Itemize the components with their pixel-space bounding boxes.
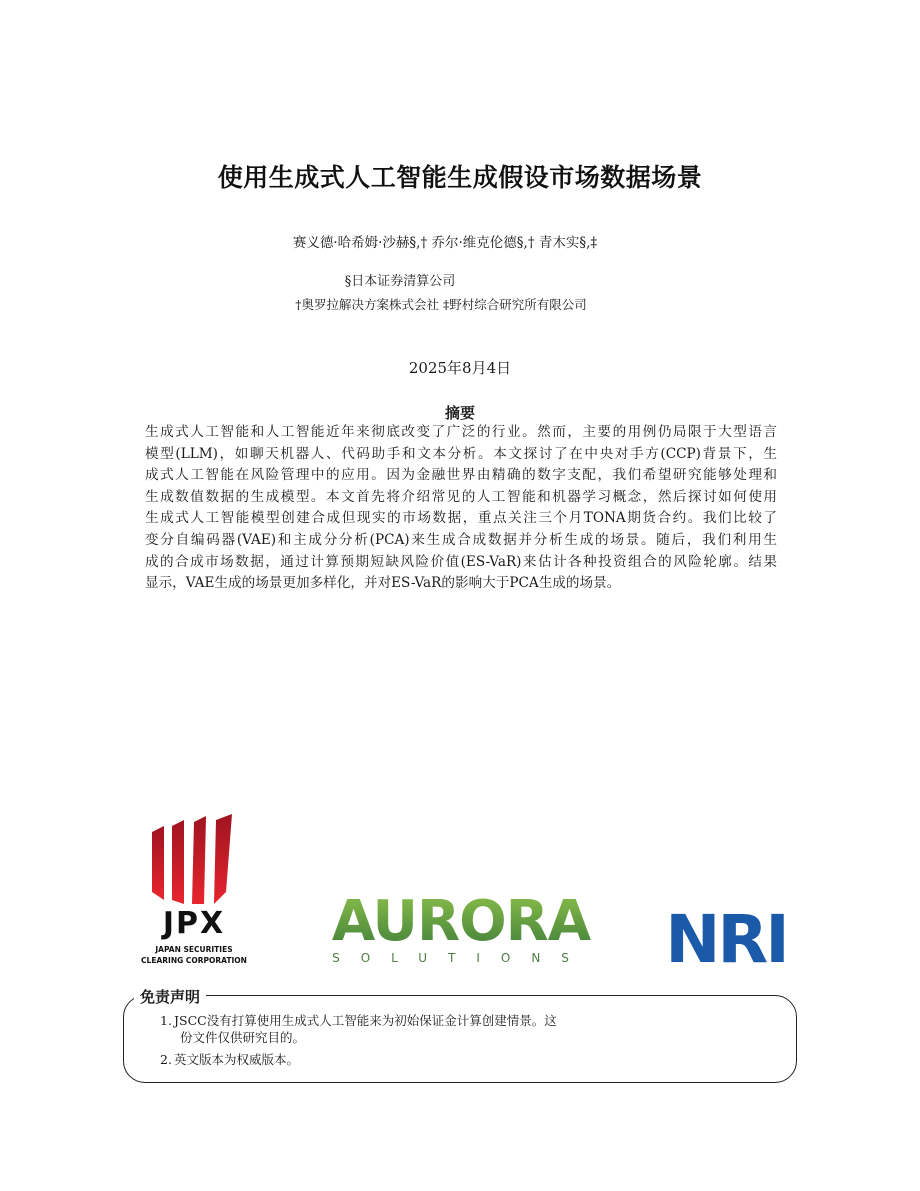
disclaimer-list xyxy=(160,1012,600,1068)
paper-title: 使用生成式人工智能生成假设市场数据场景 xyxy=(217,163,703,192)
disclaimer-item-number: 2. xyxy=(160,1052,172,1067)
abstract-line: 生成数值数据的生成模型。本文首先将介绍常见的人工智能和机器学习概念，然后探讨如何使用 xyxy=(145,488,777,505)
jpx-wordmark: JPX xyxy=(162,906,226,941)
disclaimer-item xyxy=(160,1051,600,1068)
aurora-subtitle: SOLUTIONS xyxy=(332,951,590,965)
aurora-solutions-logo xyxy=(330,890,592,970)
abstract-line: 显示，VAE生成的场景更加多样化，并对ES-VaR的影响大于PCA生成的场景。 xyxy=(145,575,621,592)
abstract-line: 生成式人工智能模型创建合成但现实的市场数据，重点关注三个月TONA期货合约。我们比较了 xyxy=(145,510,777,527)
abstract-line: 模型(LLM)，如聊天机器人、代码助手和文本分析。本文探讨了在中央对手方(CCP)背景下，生 xyxy=(145,445,777,462)
jpx-logo xyxy=(136,812,252,968)
affiliation-jscc: §日本证券清算公司 xyxy=(344,274,456,289)
disclaimer-item-number: 1. xyxy=(160,1013,172,1028)
jpx-tagline-1: JAPAN SECURITIES xyxy=(155,945,233,954)
disclaimer-item-text: 英文版本为权威版本。 xyxy=(174,1052,300,1067)
aurora-wordmark: AURORA xyxy=(331,890,591,954)
nri-wordmark: NRI xyxy=(668,906,784,968)
affiliation-aurora-nri: †奥罗拉解决方案株式会社 ‡野村综合研究所有限公司 xyxy=(295,297,587,312)
disclaimer-item-text: JSCC没有打算使用生成式人工智能来为初始保证金计算创建情景。这 xyxy=(174,1013,557,1028)
author-list: 赛义德·哈希姆·沙赫§,† 乔尔·维克伦德§,† 青木实§,‡ xyxy=(292,235,598,251)
abstract-heading: 摘要 xyxy=(444,404,475,422)
disclaimer-title: 免责声明 xyxy=(134,986,206,1007)
abstract-line: 成式人工智能在风险管理中的应用。因为金融世界由精确的数字支配，我们希望研究能够处理和 xyxy=(145,467,777,484)
disclaimer-item xyxy=(160,1012,600,1046)
jpx-flame-mark-icon xyxy=(136,812,252,912)
abstract-line: 变分自编码器(VAE)和主成分分析(PCA)来生成合成数据并分析生成的场景。随后，我们利用生 xyxy=(145,531,777,548)
disclaimer-item-text-cont: 份文件仅供研究目的。 xyxy=(180,1030,306,1045)
publication-date: 2025年8月4日 xyxy=(408,359,512,377)
jpx-tagline-2: CLEARING CORPORATION xyxy=(141,956,247,965)
abstract-body xyxy=(145,422,777,595)
nri-logo xyxy=(668,906,784,968)
abstract-line: 成的合成市场数据，通过计算预期短缺风险价值(ES-VaR)来估计各种投资组合的风险轮廓。结果 xyxy=(145,553,777,570)
abstract-line: 生成式人工智能和人工智能近年来彻底改变了广泛的行业。然而，主要的用例仍局限于大型语言 xyxy=(145,424,777,440)
